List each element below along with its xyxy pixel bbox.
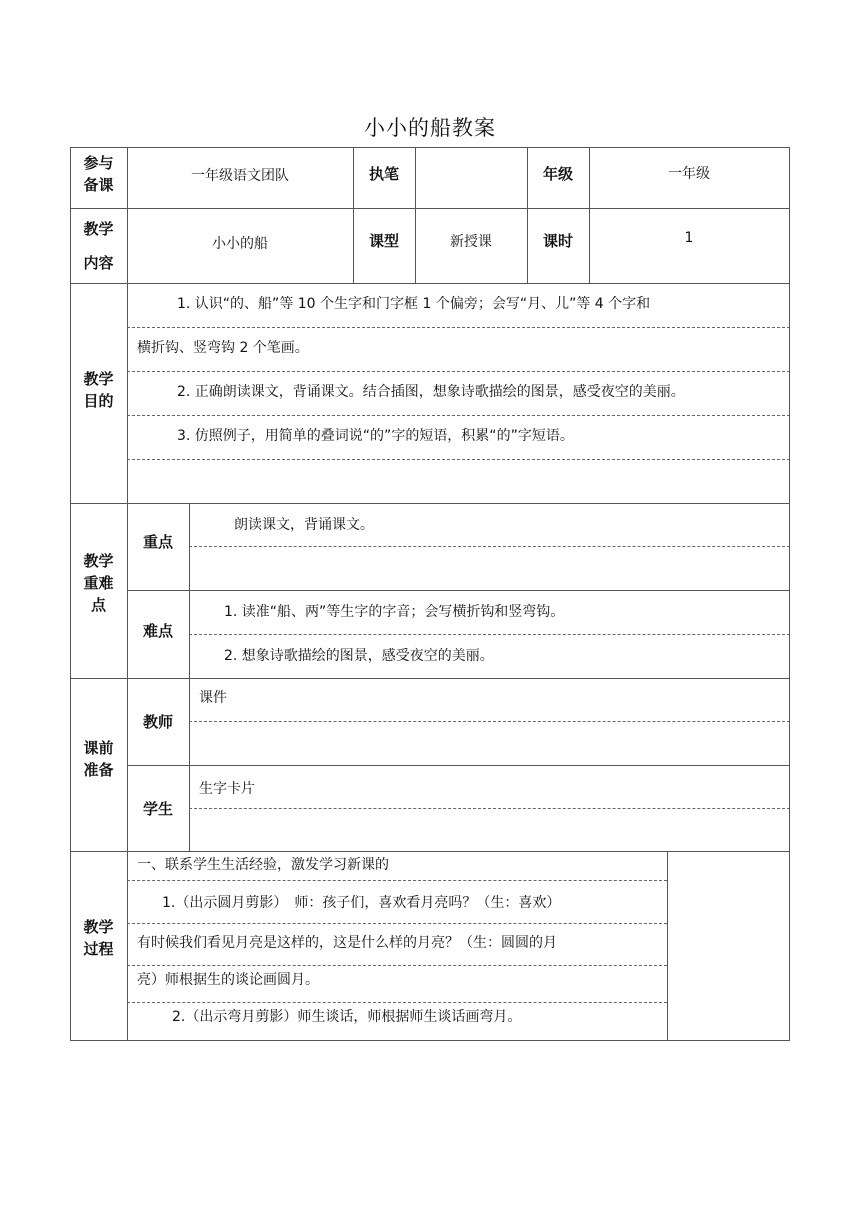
difficult-rule-1 (189, 634, 790, 635)
process-line-4: 亮）师根据生的谈论画圆月。 (137, 972, 319, 988)
header-divider-2 (415, 147, 416, 283)
process-inner-divider (667, 851, 668, 1040)
participants-label: 参与 备课 (83, 154, 114, 194)
table-border-bottom (70, 1040, 790, 1041)
author-label: 执笔 (368, 165, 399, 183)
page-title: 小小的船教案 (364, 116, 496, 140)
objectives-rule-3 (127, 415, 790, 416)
objective-line-4: 3. 仿照例子，用简单的叠词说“的”字的短语，积累“的”字短语。 (177, 428, 574, 444)
objective-line-2: 横折钩、竖弯钩 2 个笔画。 (137, 340, 309, 356)
process-rule-1 (127, 880, 667, 881)
teacher-rule-1 (189, 721, 790, 722)
content-value: 小小的船 (212, 236, 268, 252)
process-rule-4 (127, 1002, 667, 1003)
content-label: 教学 内容 (83, 220, 114, 272)
participants-value: 一年级语文团队 (191, 168, 289, 184)
table-border-right (789, 147, 790, 1040)
lesson-type-value: 新授课 (450, 234, 492, 250)
difficult-point-label: 难点 (142, 622, 173, 640)
objectives-rule-2 (127, 371, 790, 372)
grade-value: 一年级 (668, 166, 710, 182)
objective-line-1: 1. 认识“的、船”等 10 个生字和门字框 1 个偏旁；会写“月、儿”等 4 个字和 (177, 296, 651, 312)
objective-line-3: 2. 正确朗读课文，背诵课文。结合插图，想象诗歌描绘的图景，感受夜空的美丽。 (177, 384, 685, 400)
table-border-top (70, 147, 790, 148)
subrow-divider-prep (127, 765, 790, 766)
row-divider-3 (70, 503, 790, 504)
subrow-divider-key (127, 590, 790, 591)
process-line-2: 1.（出示圆月剪影） 师：孩子们，喜欢看月亮吗？（生：喜欢） (162, 895, 561, 911)
row-divider-4 (70, 678, 790, 679)
objectives-label: 教学 目的 (83, 370, 114, 410)
lesson-type-label: 课型 (368, 232, 399, 250)
key-difficult-label: 教学 重难 点 (83, 552, 114, 614)
student-value: 生字卡片 (199, 781, 255, 797)
key-point-label: 重点 (142, 533, 173, 551)
key-point-line-1: 朗读课文，背诵课文。 (234, 517, 374, 533)
process-line-1: 一、联系学生生活经验，激发学习新课的 (137, 857, 389, 873)
teacher-label: 教师 (142, 713, 173, 731)
difficult-point-line-2: 2. 想象诗歌描绘的图景，感受夜空的美丽。 (224, 648, 494, 664)
process-line-3: 有时候我们看见月亮是这样的，这是什么样的月亮？（生：圆圆的月 (137, 935, 557, 951)
key-rule-1 (189, 546, 790, 547)
grade-label: 年级 (542, 165, 573, 183)
student-label: 学生 (142, 800, 173, 818)
preparation-label: 课前 准备 (83, 739, 114, 779)
student-rule-1 (189, 808, 790, 809)
teacher-value: 课件 (199, 690, 227, 706)
process-line-5: 2.（出示弯月剪影）师生谈话，师根据师生谈话画弯月。 (172, 1009, 522, 1025)
sublabel-column-divider (189, 503, 190, 851)
label-column-divider (127, 147, 128, 1040)
periods-value: 1 (684, 230, 694, 246)
row-divider-2 (70, 283, 790, 284)
process-rule-2 (127, 923, 667, 924)
objectives-rule-4 (127, 459, 790, 460)
objectives-rule-1 (127, 327, 790, 328)
difficult-point-line-1: 1. 读准“船、两”等生字的字音；会写横折钩和竖弯钩。 (224, 604, 565, 620)
periods-label: 课时 (542, 232, 573, 250)
row-divider-1 (70, 208, 790, 209)
process-label: 教学 过程 (83, 918, 114, 958)
process-rule-3 (127, 965, 667, 966)
row-divider-5 (70, 851, 790, 852)
